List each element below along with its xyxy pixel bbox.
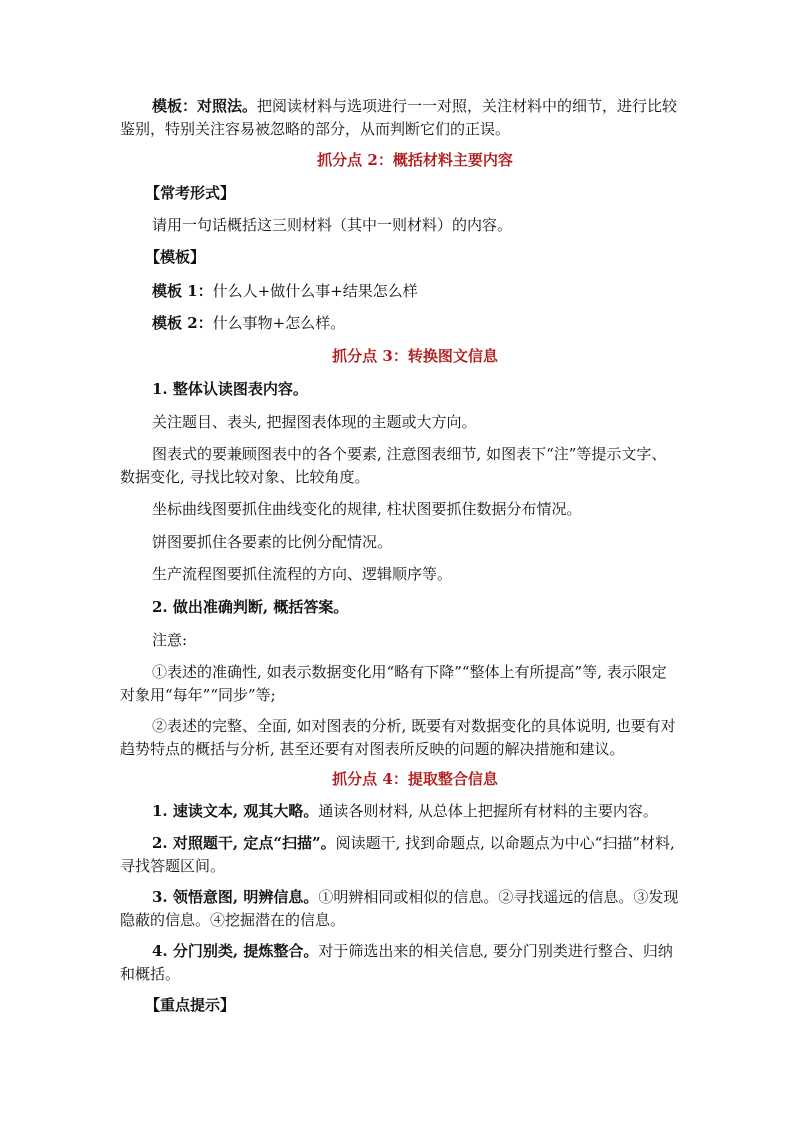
section4-step4 xyxy=(120,940,680,986)
step3-text: ①明辨相同或相似的信息。②寻找遥远的信息。③发现隐蔽的信息。④挖掘潜在的信息。 xyxy=(120,888,679,929)
section4-key-label: 【重点提示】 xyxy=(145,996,236,1014)
section3-p1: 关注题目、表头, 把握图表体现的主题或大方向。 xyxy=(152,413,477,431)
section2-template1 xyxy=(120,280,680,303)
section4-step1 xyxy=(120,800,680,823)
section2-template2 xyxy=(120,312,680,335)
step1-text: 通读各则材料, 从总体上把握所有材料的主要内容。 xyxy=(318,802,658,820)
step3-lead: 3. 领悟意图, 明辨信息。 xyxy=(152,888,319,906)
section3-note: 注意: xyxy=(152,631,188,649)
intro-text: 把阅读材料与选项进行一一对照，关注材料中的细节，进行比较鉴别，特别关注容易被忽略的部分，从而判断它们的正误。 xyxy=(120,97,678,138)
section3-n1: ①表述的准确性, 如表示数据变化用“略有下降”“整体上有所提高”等, 表示限定对象用“每年”“同步”等; xyxy=(120,663,667,704)
intro-paragraph xyxy=(120,95,680,141)
template2-text: 什么事物+怎么样。 xyxy=(212,314,346,332)
section3-heading: 抓分点 3：转换图文信息 xyxy=(332,347,498,365)
section2-form-text: 请用一句话概括这三则材料（其中一则材料）的内容。 xyxy=(152,216,513,234)
step4-lead: 4. 分门别类, 提炼整合。 xyxy=(152,942,319,960)
intro-lead: 模板：对照法。 xyxy=(152,97,258,115)
section4-step3 xyxy=(120,886,680,932)
step2-lead: 2. 对照题干, 定点“扫描”。 xyxy=(152,834,336,852)
section4-step2 xyxy=(120,832,680,878)
template1-lead: 模板 1： xyxy=(152,282,213,300)
template2-lead: 模板 2： xyxy=(152,314,213,332)
template1-text: 什么人+做什么事+结果怎么样 xyxy=(212,282,418,300)
section2-form-label: 【常考形式】 xyxy=(145,184,236,202)
step2-text: 阅读题干, 找到命题点, 以命题点为中心“扫描”材料, 寻找答题区间。 xyxy=(120,834,675,875)
section3-p2: 图表式的要兼顾图表中的各个要素, 注意图表细节, 如图表下“注”等提示文字、数据变化, 寻找比较对象、比较角度。 xyxy=(120,445,667,486)
section3-item1: 1. 整体认读图表内容。 xyxy=(152,380,308,398)
section2-template-label: 【模板】 xyxy=(145,248,206,266)
step4-text: 对于筛选出来的相关信息, 要分门别类进行整合、归纳和概括。 xyxy=(120,942,673,983)
section3-p5: 生产流程图要抓住流程的方向、逻辑顺序等。 xyxy=(152,565,453,583)
section3-item2: 2. 做出准确判断, 概括答案。 xyxy=(152,598,349,616)
step1-lead: 1. 速读文本, 观其大略。 xyxy=(152,802,319,820)
section2-heading: 抓分点 2：概括材料主要内容 xyxy=(317,151,513,169)
section3-p3: 坐标曲线图要抓住曲线变化的规律, 柱状图要抓住数据分布情况。 xyxy=(152,500,582,518)
section3-n2: ②表述的完整、全面, 如对图表的分析, 既要有对数据变化的具体说明, 也要有对趋势特点的概括与分析, 甚至还要有对图表所反映的问题的解决措施和建议。 xyxy=(120,717,676,758)
section3-p4: 饼图要抓住各要素的比例分配情况。 xyxy=(152,533,393,551)
section4-heading: 抓分点 4：提取整合信息 xyxy=(332,770,498,788)
